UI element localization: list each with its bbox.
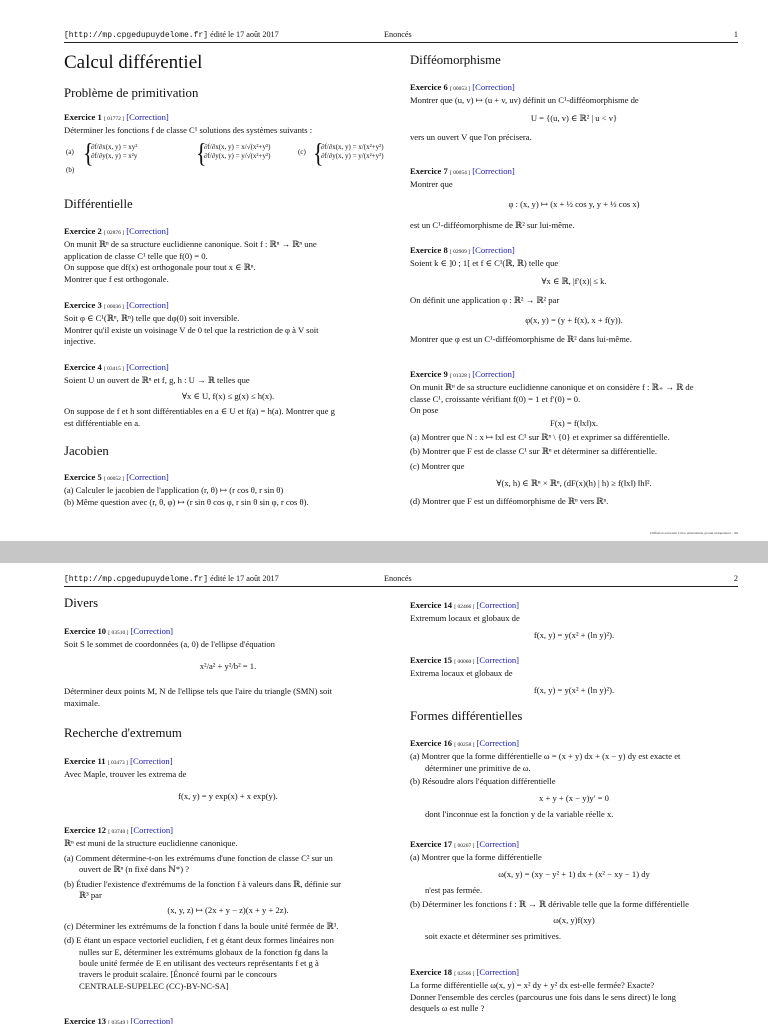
correction-link[interactable]: [Correction] xyxy=(126,226,169,236)
section-title: Difféomorphisme xyxy=(410,53,501,67)
exercise-12: Exercice 12 [ 03740 ] [Correction] ℝⁿ est muni de la structure euclidienne canonique. (a) Comment détermine-t-on les extrémums d'une fonction de classe C² sur un ouvert de ℝⁿ (n fixé dans ℕ*) ? (b) Étudier l'existence d'extrémums de la fonction f à valeurs dans ℝ, définie sur ℝ³ par (x, y, z) ↦ (2x + y − z)(x + y + 2z). (c) Déterminer les extrémums de la fonction f dans la boule unité fermée de ℝ³. (d) E étant un espace vectoriel euclidien, f et g étant deux formes linéaires non nulles sur E, déterminer les extrémums globaux de la fonction fg dans la boule unité fermée de E en utilisant des vecteurs représentants f et g à travers le produit scalaire. [Énoncé fourni par le concours CENTRALE-SUPELEC (CC)-BY-NC-SA] xyxy=(64,825,392,992)
item-c-label: (c) xyxy=(298,148,306,156)
exercise-11: Exercice 11 [ 03473 ] [Correction] Avec Maple, trouver les extrema de f(x, y) = y exp(x) + x exp(y). xyxy=(64,756,392,812)
equation: F(x) = f(‖x‖)x. xyxy=(549,417,599,428)
equation: ∀(x, h) ∈ ℝⁿ × ℝⁿ, (dF(x)(h) | h) ≥ f(‖x‖) ‖h‖². xyxy=(496,478,652,489)
exercise-10: Exercice 10 [ 03510 ] [Correction] Soit S le sommet de coordonnées (a, 0) de l'ellipse d'équation x²/a² + y²/b² = 1. Déterminer deux points M, N de l'ellipse tels que l'aire du triangle (SMN) soit maximale. xyxy=(64,626,392,709)
correction-link[interactable]: [Correction] xyxy=(130,1016,174,1024)
exercise-text: Déterminer les fonctions f de classe C¹ solutions des systèmes suivants : xyxy=(64,125,313,136)
equation: φ(x, y) = (y + f(x), x + f(y)). xyxy=(525,314,623,325)
header-edited: édité le 17 août 2017 xyxy=(208,574,279,583)
equation: U = {(u, v) ∈ ℝ² | u < v} xyxy=(530,112,618,123)
equation: ω(x, y)f(xy) xyxy=(553,915,595,926)
page-footer: Diffusion autorisée à titre entièrement gratuit uniquement - dD xyxy=(650,531,738,535)
exercise-18: Exercice 18 [ 02566 ] [Correction] La forme différentielle ω(x, y) = x² dy + y² dx est-elle fermée? Exacte? Donner l'ensemble des cercles (parcourus une fois dans le sens direct) le long desquels ω est nulle ? xyxy=(410,967,676,1014)
exercise-17: Exercice 17 [ 00267 ] [Correction] (a) Montrer que la forme différentielle ω(x, y) = (xy − y² + 1) dx + (x² − xy − 1) dy n'est pas fermée. (b) Déterminer les fonctions f : ℝ → ℝ dérivable telle que la forme différentielle ω(x, y)f(xy) soit exacte et déterminer ses primitives. xyxy=(410,839,738,943)
exercise-3: Exercice 3 [ 00036 ] [Correction] Soit φ ∈ C¹(ℝⁿ, ℝⁿ) telle que dφ(0) soit inversible. Montrer qu'il existe un voisinage V de 0 tel que la restriction de φ à V soit injective. xyxy=(64,300,319,347)
section-title: Recherche d'extremum xyxy=(64,726,182,740)
exercise-6: Exercice 6 [ 00053 ] [Correction] Montrer que (u, v) ↦ (u + v, uv) définit un C¹-difféomorphisme de U = {(u, v) ∈ ℝ² | u < v} vers un ouvert V que l'on précisera. xyxy=(410,82,738,144)
header-url[interactable]: [http://mp.cpgedupuydelome.fr] xyxy=(64,575,209,584)
exercise-14: Exercice 14 [ 02466 ] [Correction] Extremum locaux et globaux de f(x, y) = y(x² + (ln y)²). xyxy=(410,600,738,646)
equation: x²/a² + y²/b² = 1. xyxy=(199,660,257,671)
system-b: { ∂f/∂x(x, y) = x/√(x²+y²) ∂f/∂y(x, y) = y/√(x²+y²) xyxy=(196,137,271,169)
correction-link[interactable]: [Correction] xyxy=(472,166,515,176)
right-column xyxy=(410,0,738,540)
section-title: Différentielle xyxy=(64,197,133,211)
section-title: Formes différentielles xyxy=(410,709,523,723)
equation: (x, y, z) ↦ (2x + y − z)(x + y + 2z). xyxy=(167,905,289,916)
equation: f(x, y) = y exp(x) + x exp(y). xyxy=(178,790,278,801)
header-title: Enoncés xyxy=(384,30,412,39)
system-c: { ∂f/∂x(x, y) = x/(x²+y²) ∂f/∂y(x, y) = y/(x²+y²) xyxy=(313,137,384,169)
equation: φ : (x, y) ↦ (x + ½ cos y, y + ½ cos x) xyxy=(508,198,640,209)
correction-link[interactable]: [Correction] xyxy=(130,756,173,766)
item-a-label: (a) xyxy=(66,148,74,156)
page-number: 2 xyxy=(733,574,738,583)
right-column xyxy=(410,563,738,1024)
left-column xyxy=(64,563,392,1024)
correction-link[interactable]: [Correction] xyxy=(130,626,174,636)
equation: ∀x ∈ U, f(x) ≤ g(x) ≤ h(x). xyxy=(181,390,275,401)
equation: x + y + (x − y)y′ = 0 xyxy=(539,792,609,803)
exercise-label: Exercice 1 xyxy=(64,112,102,122)
exercise-13: Exercice 13 [ 03549 ] [Correction] xyxy=(64,1016,174,1024)
correction-link[interactable]: [Correction] xyxy=(472,369,515,379)
correction-link[interactable]: [Correction] xyxy=(126,472,169,482)
page-number: 1 xyxy=(733,30,738,39)
correction-link[interactable]: [Correction] xyxy=(476,655,520,665)
equation: f(x, y) = y(x² + (ln y)²). xyxy=(533,629,615,640)
correction-link[interactable]: [Correction] xyxy=(476,967,520,977)
correction-link[interactable]: [Correction] xyxy=(476,600,520,610)
header-edited: édité le 17 août 2017 xyxy=(208,30,279,39)
exercise-1 xyxy=(64,112,392,137)
header-url[interactable]: [http://mp.cpgedupuydelome.fr] xyxy=(64,31,209,40)
section-title: Problème de primitivation xyxy=(64,86,199,100)
item-b-label: (b) xyxy=(66,166,75,174)
page-2 xyxy=(0,563,768,1024)
exercise-7: Exercice 7 [ 00054 ] [Correction] Montrer que φ : (x, y) ↦ (x + ½ cos y, y + ½ cos x) est un C¹-difféomorphisme de ℝ² sur lui-même. xyxy=(410,166,738,232)
correction-link[interactable]: [Correction] xyxy=(476,839,520,849)
correction-link[interactable]: [Correction] xyxy=(126,300,169,310)
system-a: { ∂f/∂x(x, y) = xy² ∂f/∂y(x, y) = x²y xyxy=(83,137,138,169)
correction-link[interactable]: [Correction] xyxy=(126,362,169,372)
exercise-9: Exercice 9 [ 01328 ] [Correction] On munit ℝⁿ de sa structure euclidienne canonique et on considère f : ℝ₊ → ℝ de classe C¹, croissante vérifiant f(0) = 1 et f′(0) = 0. On pose F(x) = f(‖x‖)x. (a) Montrer que N : x ↦ ‖x‖ est C¹ sur ℝⁿ \ {0} et exprimer sa différentielle. (b) Montrer que F est de classe C¹ sur ℝⁿ et déterminer sa différentielle. (c) Montrer que ∀(x, h) ∈ ℝⁿ × ℝⁿ, (dF(x)(h) | h) ≥ f(‖x‖) ‖h‖². (d) Montrer que F est un difféomorphisme de ℝⁿ vers ℝⁿ. xyxy=(410,369,738,507)
correction-link[interactable]: [Correction] xyxy=(476,738,520,748)
equation: f(x, y) = y(x² + (ln y)²). xyxy=(533,684,615,695)
exercise-15: Exercice 15 [ 00060 ] [Correction] Extrema locaux et globaux de f(x, y) = y(x² + (ln y)²). xyxy=(410,655,738,701)
correction-link[interactable]: [Correction] xyxy=(472,245,515,255)
left-column xyxy=(64,0,392,540)
exercise-5: Exercice 5 [ 00052 ] [Correction] (a) Calculer le jacobien de l'application (r, θ) ↦ (r cos θ, r sin θ) (b) Même question avec (r, θ, φ) ↦ (r sin θ cos φ, r sin θ sin φ, r cos θ). xyxy=(64,472,309,507)
exercise-8: Exercice 8 [ 02909 ] [Correction] Soient k ∈ ]0 ; 1[ et f ∈ C¹(ℝ, ℝ) telle que ∀x ∈ ℝ, |f′(x)| ≤ k. On définit une application φ : ℝ² → ℝ² par φ(x, y) = (y + f(x), x + f(y)). Montrer que φ est un C¹-difféomorphisme de ℝ² dans lui-même. xyxy=(410,245,738,345)
equation: ω(x, y) = (xy − y² + 1) dx + (x² − xy − 1) dy xyxy=(498,868,650,879)
exercise-code: [ 01772 ] xyxy=(103,116,125,122)
section-title: Divers xyxy=(64,596,99,610)
exercise-16: Exercice 16 [ 00258 ] [Correction] (a) Montrer que la forme différentielle ω = (x + y) dx + (x − y) dy est exacte et déterminer une primitive de ω. (b) Résoudre alors l'équation différentielle x + y + (x − y)y′ = 0 dont l'inconnue est la fonction y de la variable réelle x. xyxy=(410,738,738,820)
document-title: Calcul différentiel xyxy=(64,52,203,73)
correction-link[interactable]: [Correction] xyxy=(126,112,169,122)
correction-link[interactable]: [Correction] xyxy=(130,825,174,835)
equation: ∀x ∈ ℝ, |f′(x)| ≤ k. xyxy=(541,275,607,286)
header-title: Enoncés xyxy=(384,574,412,583)
exercise-4: Exercice 4 [ 03415 ] [Correction] Soient U un ouvert de ℝⁿ et f, g, h : U → ℝ telles que ∀x ∈ U, f(x) ≤ g(x) ≤ h(x). On suppose de f et h sont différentiables en a ∈ U et f(a) = h(a). Montrer que g est différentiable en a. xyxy=(64,362,392,429)
correction-link[interactable]: [Correction] xyxy=(472,82,515,92)
section-title: Jacobien xyxy=(64,444,109,458)
exercise-2: Exercice 2 [ 02876 ] [Correction] On munit ℝⁿ de sa structure euclidienne canonique. Soit f : ℝⁿ → ℝⁿ une application de classe C¹ telle que f(0) = 0. On suppose que df(x) est orthogonale pour tout x ∈ ℝⁿ. Montrer que f est orthogonale. xyxy=(64,226,317,284)
